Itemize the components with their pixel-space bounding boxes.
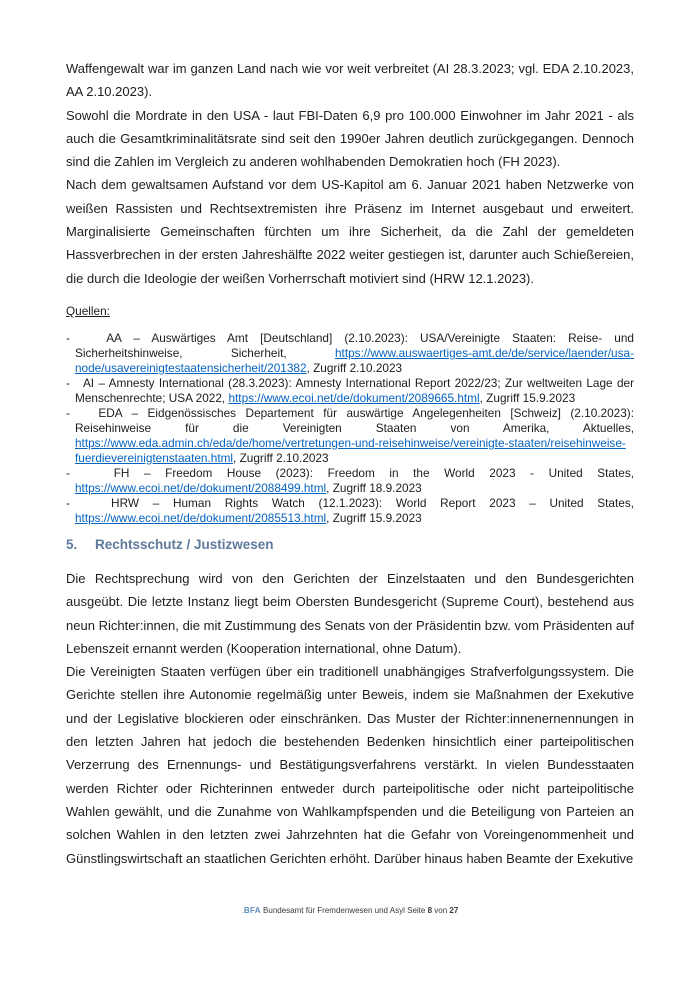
source-text: , Zugriff 15.9.2023 [479, 390, 576, 405]
page-footer [0, 905, 700, 916]
bullet-dash: - [66, 330, 107, 345]
source-link[interactable]: https://www.ecoi.net/de/dokument/2085513.html [75, 510, 327, 525]
intro-paragraphs [66, 57, 634, 290]
bullet-dash: - [66, 495, 112, 510]
footer-text: Bundesamt für Fremdenwesen und Asyl Seite [263, 906, 426, 915]
source-text: , Zugriff 2.10.2023 [306, 360, 403, 375]
footer-page-number: 8 [427, 906, 433, 915]
source-link[interactable]: https://www.eda.admin.ch/eda/de/home/vertretungen-und-reisehinweise/vereinigte-staaten/reisehinweise-fuerdievereinigtenstaaten.html [75, 435, 626, 465]
source-item [66, 331, 634, 376]
source-item [66, 496, 634, 526]
section-paragraphs [66, 567, 634, 870]
source-text: HRW – Human Rights Watch (12.1.2023): World Report 2023 – United States, [111, 495, 635, 510]
paragraph: Nach dem gewaltsamen Aufstand vor dem US-Kapitol am 6. Januar 2021 haben Netzwerke von weißen Rassisten und Rechtsextremisten ihre Präsenz im Internet ausgebaut und erweitert. Marginalisierte Gemeinschaften fürchten um ihre Sicherheit, da die Zahl der gemeldeten Hassverbrechen in der ersten Jahreshälfte 2022 weiter gestiegen ist, darunter auch Schießereien, die durch die Ideologie der weißen Vorherrschaft motiviert sind (HRW 12.1.2023). [66, 177, 634, 286]
bullet-dash: - [66, 375, 83, 390]
source-link[interactable]: https://www.auswaertiges-amt.de/de/service/laender/usa-node/usavereinigtestaatensicherheit/201382 [75, 345, 634, 375]
source-item [66, 376, 634, 406]
bullet-dash: - [66, 405, 99, 420]
source-text: , Zugriff 2.10.2023 [233, 450, 329, 465]
paragraph: Die Vereinigten Staaten verfügen über ein traditionell unabhängiges Strafverfolgungssystem. Die Gerichte stellen ihre Autonomie regelmäßig unter Beweis, indem sie Maßnahmen der Exekutive und der Legislative blockieren oder einschränken. Das Muster der Richter:innenernennungen in den letzten Jahren hat jedoch die bestehenden Bedenken hinsichtlich einer parteipolitischen Verzerrung des Ernennungs- und Bestätigungsverfahrens verstärkt. In vielen Bundesstaaten werden Richter oder Richterinnen entweder durch parteipolitische oder nicht parteipolitische Wahlen gewählt, und die Zunahme von Wahlkampfspenden und die Beteiligung von Parteien an solchen Wahlen in den letzten zwei Jahrzehnten hat die Gefahr von Voreingenommenheit und Günstlingswirtschaft an staatlichen Gerichten erhöht. Darüber hinaus haben Beamte der Exekutive [66, 664, 634, 866]
source-text: AA – Auswärtiges Amt [Deutschland] (2.10.2023): USA/Vereinigte Staaten: Reise- und Sicherheitshinweise, Sicherheit, [75, 330, 634, 360]
section-number: 5. [66, 536, 78, 552]
section-heading [66, 536, 634, 554]
source-item [66, 466, 634, 496]
source-text: FH – Freedom House (2023): Freedom in the World 2023 - United States, [113, 465, 635, 480]
paragraph: Sowohl die Mordrate in den USA - laut FBI-Daten 6,9 pro 100.000 Einwohner im Jahr 2021 - als auch die Gesamtkriminalitätsrate sind seit den 1990er Jahren deutlich zurückgegangen. Dennoch sind die Zahlen im Vergleich zu anderen wohlhabenden Demokratien hoch (FH 2023). [66, 107, 634, 170]
paragraph: Waffengewalt war im ganzen Land nach wie vor weit verbreitet (AI 28.3.2023; vgl. EDA 2.10.2023, AA 2.10.2023). [66, 61, 634, 100]
source-text: AI – Amnesty International (28.3.2023): Amnesty International Report 2022/23; Zur weltweiten Lage der Menschenrechte; USA 2022, [75, 375, 635, 405]
source-text: , Zugriff 18.9.2023 [326, 480, 422, 495]
source-link[interactable]: https://www.ecoi.net/de/dokument/2089665.html [228, 390, 480, 405]
sources-list [66, 331, 634, 526]
source-link[interactable]: https://www.ecoi.net/de/dokument/2088499.html [75, 480, 327, 495]
source-text: EDA – Eidgenössisches Departement für auswärtige Angelegenheiten [Schweiz] (2.10.2023): Reisehinweise für die Vereinigten Staaten von Amerika, Aktuelles, [75, 405, 634, 435]
source-text: , Zugriff 15.9.2023 [326, 510, 422, 525]
footer-separator: von [434, 906, 448, 915]
bfa-logo: BFA [243, 906, 261, 915]
footer-page-total: 27 [449, 906, 459, 915]
sources-heading: Quellen: [66, 303, 110, 318]
bullet-dash: - [66, 465, 114, 480]
section-title: Rechtsschutz / Justizwesen [95, 536, 274, 552]
source-item [66, 406, 634, 466]
bfa-logo-dot-icon: . [241, 906, 244, 915]
paragraph: Die Rechtsprechung wird von den Gerichten der Einzelstaaten und den Bundesgerichten ausgeübt. Die letzte Instanz liegt beim Obersten Bundesgericht (Supreme Court), bestehend aus neun Richter:innen, die mit Zustimmung des Senats von der Präsidentin bzw. vom Präsidenten auf Lebenszeit ernannt werden (Kooperation international, ohne Datum). [66, 570, 634, 656]
page-content [66, 57, 634, 870]
